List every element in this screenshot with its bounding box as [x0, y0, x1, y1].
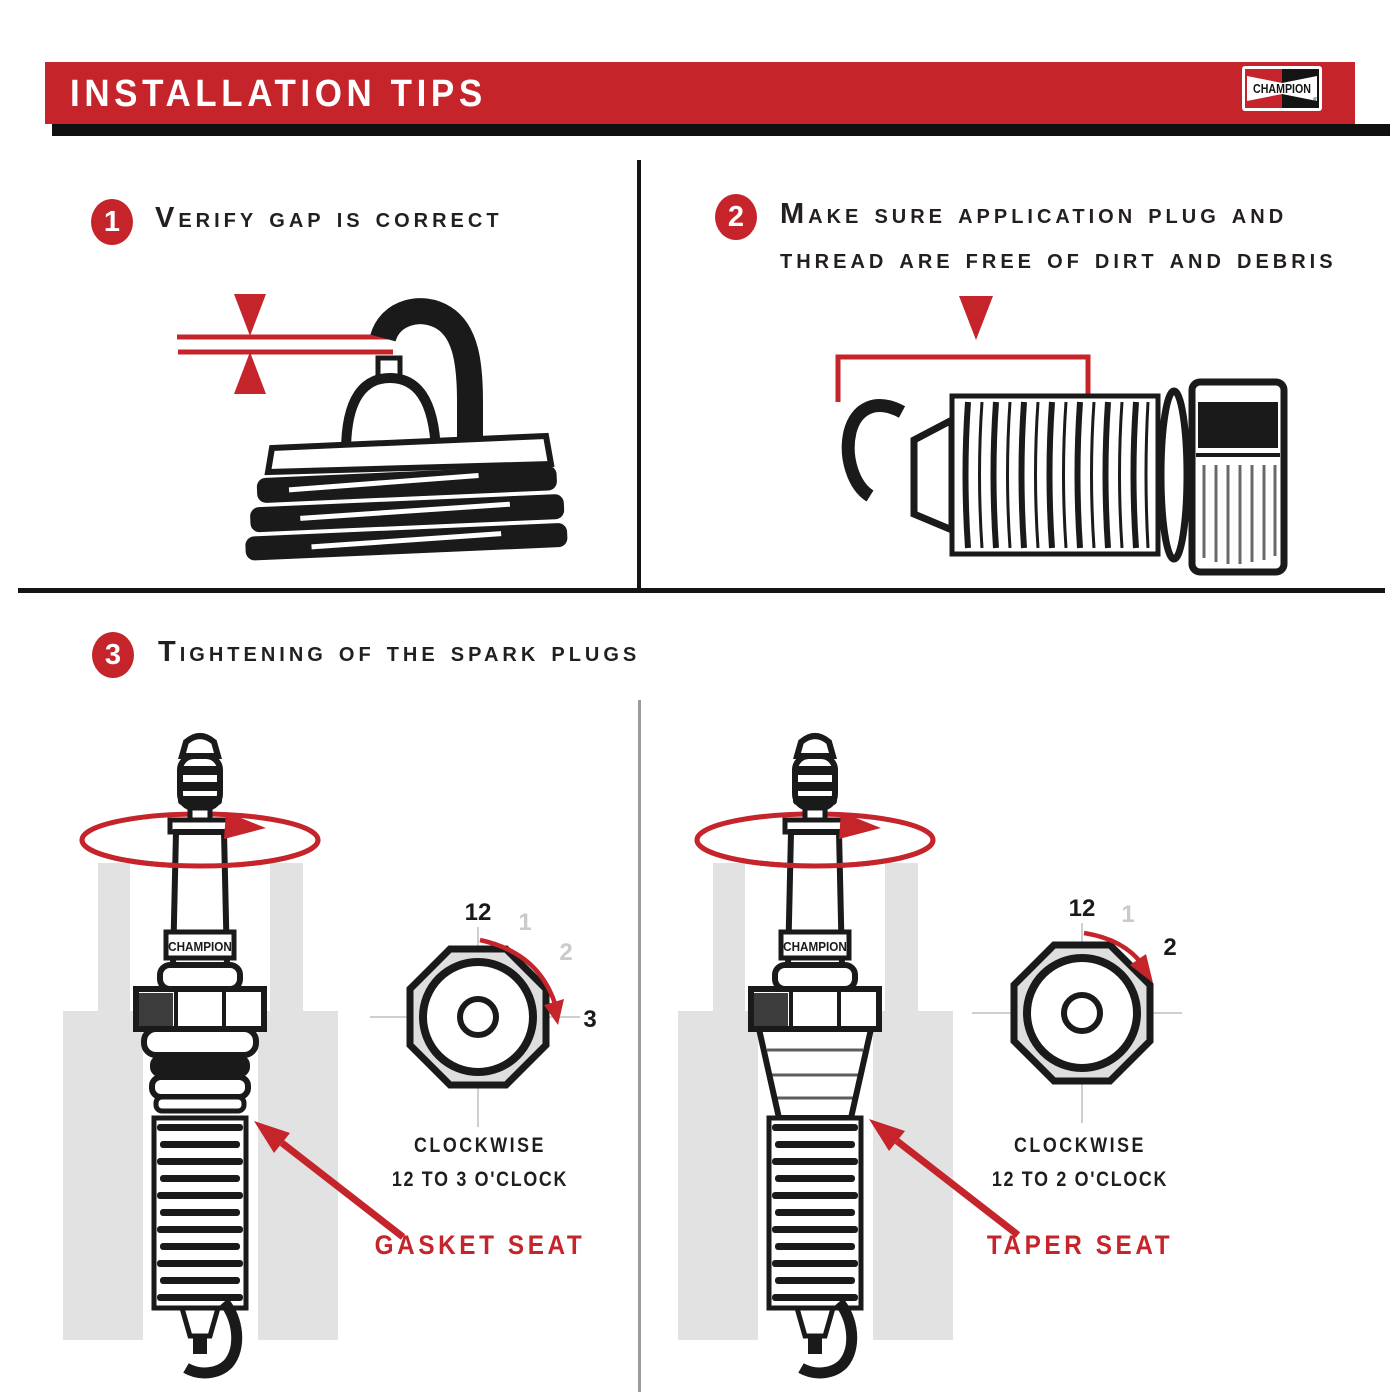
- step-2-label: [780, 192, 1337, 282]
- header-shadow-bar: [52, 124, 1390, 136]
- crush-gasket: [1161, 391, 1187, 559]
- step-1-badge: 1: [91, 199, 133, 245]
- step-2-badge: 2: [715, 194, 757, 240]
- plug-brand-label: CHAMPION: [168, 939, 232, 955]
- gap-arrow-up: [234, 352, 266, 394]
- champion-logo-art: [1242, 66, 1322, 111]
- gap-arrow-down: [234, 294, 266, 336]
- step-2-label-line2: thread are free of dirt and debris: [780, 243, 1337, 275]
- horizontal-divider: [18, 588, 1385, 593]
- shell-collar: [268, 436, 551, 472]
- thread-clean-illustration: [730, 290, 1350, 580]
- clockwise-label: CLOCKWISE: [1013, 1134, 1147, 1157]
- gap-check-illustration: [150, 280, 570, 580]
- step-2-label-line1: Make sure application plug and: [780, 198, 1288, 230]
- clock-1: 1: [1121, 901, 1135, 928]
- champion-logo: [1242, 66, 1322, 111]
- step-3-badge: 3: [92, 632, 134, 678]
- page-title: INSTALLATION TIPS: [70, 73, 487, 115]
- clock-3: 3: [583, 1006, 597, 1033]
- range-label: 12 TO 3 O'CLOCK: [391, 1168, 569, 1191]
- clock-2: 2: [1163, 934, 1177, 961]
- step-1-label: Verify gap is correct: [155, 202, 503, 234]
- hex-hatching: [1204, 465, 1275, 564]
- plug-brand-label: CHAMPION: [783, 939, 847, 955]
- pointer-triangle: [959, 296, 993, 340]
- clockwise-label: CLOCKWISE: [413, 1134, 547, 1157]
- bottom-vertical-divider: [638, 700, 641, 1392]
- clock-2: 2: [559, 939, 573, 966]
- taper-seat-plug-scene: [655, 690, 975, 1400]
- clock-12: 12: [464, 899, 492, 926]
- clock-12: 12: [1068, 895, 1096, 922]
- gasket-seat-label: GASKET SEAT: [374, 1230, 586, 1260]
- logo-registered-mark: ®: [1313, 98, 1318, 104]
- header-bar: [45, 62, 1355, 124]
- electrode-circle: [1064, 995, 1100, 1031]
- thread-block: [952, 396, 1158, 554]
- electrode-circle: [460, 999, 496, 1035]
- insulator-nose: [914, 420, 952, 530]
- taper-seat-label: TAPER SEAT: [986, 1230, 1174, 1260]
- range-label: 12 TO 2 O'CLOCK: [991, 1168, 1169, 1191]
- gasket-seat-plug-scene: [40, 690, 360, 1400]
- top-vertical-divider: [637, 160, 641, 588]
- step-3-label: Tightening of the spark plugs: [158, 636, 641, 668]
- engine-block-left: [678, 863, 758, 1340]
- clock-1: 1: [518, 909, 532, 936]
- ground-electrode: [848, 406, 902, 496]
- logo-wordmark: CHAMPION: [1253, 80, 1311, 97]
- engine-block-left: [63, 863, 143, 1340]
- thread-bands: [242, 465, 567, 561]
